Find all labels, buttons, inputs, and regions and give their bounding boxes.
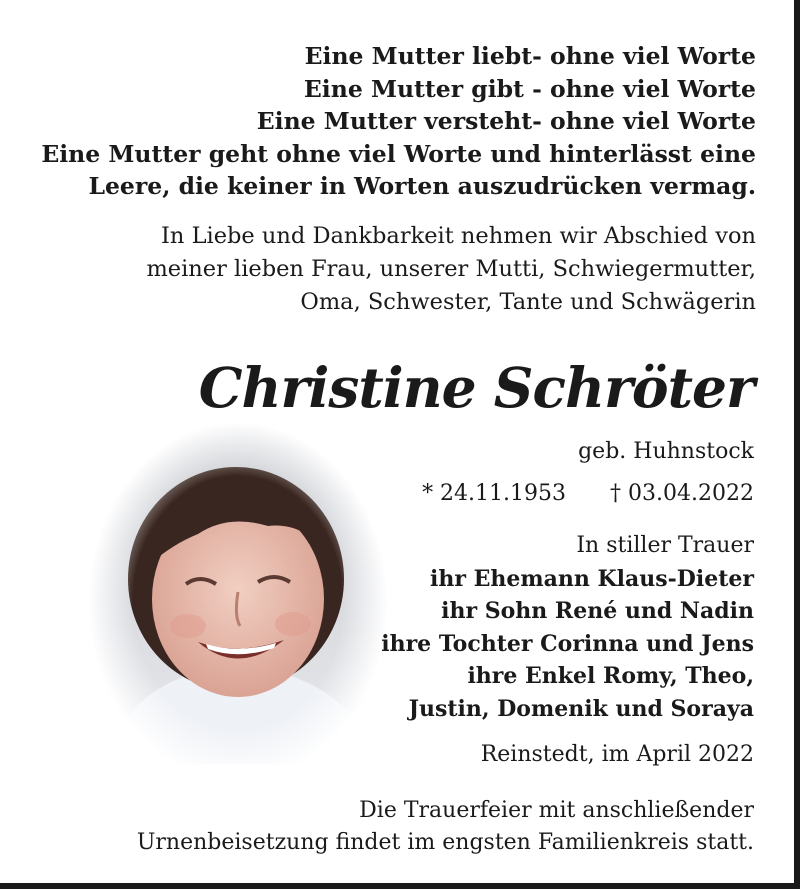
funeral-line: Die Trauerfeier mit anschließender bbox=[359, 798, 754, 823]
mourner-line: ihr Sohn René und Nadin bbox=[441, 598, 754, 624]
deceased-name: Christine Schröter bbox=[198, 355, 754, 420]
poem-line: Eine Mutter versteht- ohne viel Worte bbox=[256, 107, 756, 135]
intro-text bbox=[146, 220, 756, 319]
portrait-photo bbox=[88, 404, 388, 764]
poem bbox=[41, 40, 756, 203]
death-date: † 03.04.2022 bbox=[610, 481, 754, 506]
intro-line: Oma, Schwester, Tante und Schwägerin bbox=[300, 289, 756, 315]
born-name: geb. Huhnstock bbox=[578, 439, 754, 464]
poem-line: Eine Mutter geht ohne viel Worte und hinterlässt eine bbox=[41, 139, 756, 168]
funeral-info bbox=[137, 795, 754, 859]
mourner-line: Justin, Domenik und Soraya bbox=[408, 695, 754, 722]
birth-date: * 24.11.1953 bbox=[422, 481, 567, 506]
poem-line: Eine Mutter gibt - ohne viel Worte bbox=[303, 74, 756, 103]
mourner-line: ihre Tochter Corinna und Jens bbox=[381, 630, 754, 657]
life-dates bbox=[422, 478, 754, 510]
mourner-line: ihre Enkel Romy, Theo, bbox=[467, 663, 754, 689]
mourners-heading: In stiller Trauer bbox=[576, 533, 754, 558]
place-date: Reinstedt, im April 2022 bbox=[480, 742, 754, 767]
intro-line: meiner lieben Frau, unserer Mutti, Schwiegermutter, bbox=[146, 256, 756, 282]
intro-line: In Liebe und Dankbarkeit nehmen wir Abschied von bbox=[161, 223, 756, 249]
poem-line: Eine Mutter liebt- ohne viel Worte bbox=[304, 42, 756, 70]
poem-line: Leere, die keiner in Worten auszudrücken vermag. bbox=[88, 172, 756, 200]
mourner-line: ihr Ehemann Klaus-Dieter bbox=[430, 565, 754, 592]
mourners bbox=[381, 530, 754, 725]
funeral-line: Urnenbeisetzung findet im engsten Familienkreis statt. bbox=[136, 830, 754, 855]
